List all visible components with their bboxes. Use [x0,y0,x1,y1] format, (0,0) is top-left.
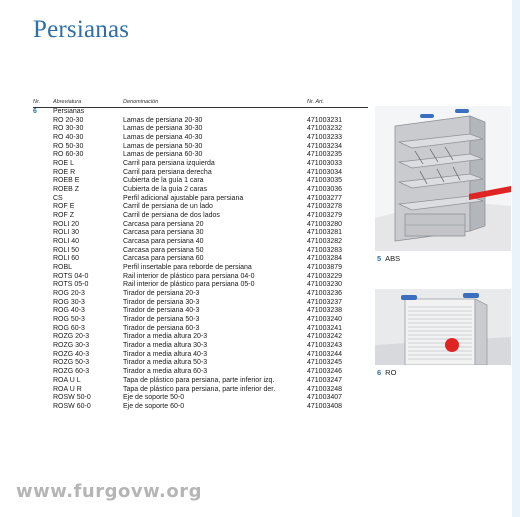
page-title: Persianas [33,16,130,43]
table-row [33,143,368,152]
abbreviation-cell: ROLI 40 [53,238,80,246]
denomination-cell: Lamas de persiana 30-30 [123,125,203,133]
denomination-cell: Carcasa para persiana 40 [123,238,204,246]
abbreviation-cell: RO 50-30 [53,142,84,150]
article-number-cell: 471003247 [307,376,343,384]
article-number-cell: 471003278 [307,203,343,211]
abbreviation-cell: ROF Z [53,212,74,220]
roller-shutter-drawing [375,289,511,365]
article-number-cell: 471003033 [307,160,343,168]
article-number-cell: 471003036 [307,186,343,194]
denomination-cell: Eje de soporte 50-0 [123,394,185,402]
table-row [33,386,368,395]
denomination-cell: Tirador a media altura 40-3 [123,350,208,358]
abbreviation-cell: ROZG 40-3 [53,350,90,358]
table-row [33,221,368,230]
abbreviation-cell: ROZG 20-3 [53,333,90,341]
denomination-cell: Perfil insertable para reborde de persiana [123,264,252,272]
denomination-cell: Tirador de persiana 60-3 [123,324,200,332]
article-number-cell: 471003281 [307,229,343,237]
abbreviation-cell: ROA U L [53,376,81,384]
article-number-cell: 471003244 [307,350,343,358]
header-abbreviation: Abreviatura [53,99,82,105]
article-number-cell: 471003408 [307,402,343,410]
header-nr: Nr. [33,99,41,105]
figure-number-abs: 5 [377,254,382,263]
table-row [33,212,368,221]
article-number-cell: 471003283 [307,246,343,254]
denomination-cell: Tirador de persiana 50-3 [123,316,200,324]
abbreviation-cell: RO 60-30 [53,151,84,159]
figure-label-ro: RO [385,368,397,377]
table-row [33,351,368,360]
denomination-cell: Tirador a media altura 50-3 [123,359,208,367]
denomination-cell: Carcasa para persiana 50 [123,246,204,254]
abbreviation-cell: ROLI 60 [53,255,80,263]
table-row [33,316,368,325]
table-row [33,377,368,386]
article-number-cell: 471003230 [307,281,343,289]
abbreviation-cell: ROLI 20 [53,220,80,228]
denomination-cell: Tirador de persiana 30-3 [123,298,200,306]
denomination-cell: Lamas de persiana 60-30 [123,151,203,159]
denomination-cell: Tirador a media altura 20-3 [123,333,208,341]
article-number-cell: 471003238 [307,307,343,315]
abbreviation-cell: RO 40-30 [53,134,84,142]
abbreviation-cell: ROTS 05-0 [53,281,89,289]
abbreviation-cell: ROEB E [53,177,80,185]
table-row [33,169,368,178]
parts-table [33,98,368,412]
article-number-cell: 471003248 [307,385,343,393]
header-article-number: Nr. Art. [307,99,325,105]
article-number-cell: 471003235 [307,151,343,159]
denomination-cell: Carril de persiana de un lado [123,203,213,211]
abbreviation-cell: ROLI 30 [53,229,80,237]
table-row [33,177,368,186]
article-number-cell: 471003035 [307,177,343,185]
denomination-cell: Perfil adicional ajustable para persiana [123,194,244,202]
denomination-cell: Rail interior de plástico para persiana 04-0 [123,272,255,280]
article-number-cell: 471003232 [307,125,343,133]
abbreviation-cell: ROSW 50-0 [53,394,91,402]
table-row [33,299,368,308]
denomination-cell: Tapa de plástico para persiana, parte inferior izq. [123,376,275,384]
table-row [33,325,368,334]
article-number-cell: 471003282 [307,238,343,246]
abbreviation-cell: RO 30-30 [53,125,84,133]
table-row [33,264,368,273]
table-row [33,368,368,377]
abbreviation-cell: ROG 50-3 [53,316,85,324]
header-denomination: Denominación [123,99,159,105]
article-number-cell: 471003284 [307,255,343,263]
figure-number-ro: 6 [377,368,382,377]
article-number-cell: 471003280 [307,220,343,228]
table-row [33,247,368,256]
article-number-cell: 471003279 [307,212,343,220]
section-number: 6 [33,108,37,115]
denomination-cell: Carcasa para persiana 60 [123,255,204,263]
denomination-cell: Carril para persiana izquierda [123,160,215,168]
table-row [33,333,368,342]
article-number-cell: 471003245 [307,359,343,367]
section-row [33,108,368,117]
shelving-drawing [375,106,511,251]
denomination-cell: Eje de soporte 60-0 [123,402,185,410]
table-row [33,307,368,316]
article-number-cell: 471003233 [307,134,343,142]
table-row [33,273,368,282]
article-number-cell: 471003241 [307,324,343,332]
article-number-cell: 471003277 [307,194,343,202]
denomination-cell: Lamas de persiana 50-30 [123,142,203,150]
product-image-ro [375,289,511,365]
table-row [33,255,368,264]
table-row [33,229,368,238]
table-row [33,281,368,290]
table-row [33,160,368,169]
denomination-cell: Carril de persiana de dos lados [123,212,220,220]
abbreviation-cell: ROG 60-3 [53,324,85,332]
section-label: Persianas [53,108,85,115]
article-number-cell: 471003242 [307,333,343,341]
abbreviation-cell: ROZG 60-3 [53,368,90,376]
figure-label-abs: ABS [385,254,401,263]
abbreviation-cell: CS [53,194,63,202]
table-row [33,125,368,134]
abbreviation-cell: ROTS 04-0 [53,272,89,280]
denomination-cell: Carcasa para persiana 20 [123,220,204,228]
table-row [33,186,368,195]
denomination-cell: Tapa de plástico para persiana, parte inferior der. [123,385,276,393]
article-number-cell: 471003034 [307,168,343,176]
article-number-cell: 471003234 [307,142,343,150]
abbreviation-cell: ROZG 30-3 [53,342,90,350]
abbreviation-cell: ROA U R [53,385,82,393]
table-row [33,238,368,247]
article-number-cell: 471003246 [307,368,343,376]
denomination-cell: Carril para persiana derecha [123,168,212,176]
abbreviation-cell: ROG 20-3 [53,290,85,298]
denomination-cell: Carcasa para persiana 30 [123,229,204,237]
article-number-cell: 471003237 [307,298,343,306]
denomination-cell: Tirador de persiana 20-3 [123,290,200,298]
article-number-cell: 471003407 [307,394,343,402]
page-edge-band [512,0,520,517]
denomination-cell: Rail interior de plástico para persiana 05-0 [123,281,255,289]
abbreviation-cell: ROZG 50-3 [53,359,90,367]
article-number-cell: 471003240 [307,316,343,324]
table-header [33,98,368,108]
table-row [33,203,368,212]
denomination-cell: Lamas de persiana 20-30 [123,116,203,124]
table-row [33,117,368,126]
article-number-cell: 471003229 [307,272,343,280]
article-number-cell: 471003231 [307,116,343,124]
article-number-cell: 471003236 [307,290,343,298]
figure-caption-abs [377,254,400,263]
denomination-cell: Tirador a media altura 60-3 [123,368,208,376]
table-row [33,342,368,351]
abbreviation-cell: ROG 40-3 [53,307,85,315]
denomination-cell: Tirador de persiana 40-3 [123,307,200,315]
abbreviation-cell: ROG 30-3 [53,298,85,306]
table-body [33,108,368,412]
table-row [33,195,368,204]
watermark: www.furgovw.org [16,481,203,502]
abbreviation-cell: RO 20-30 [53,116,84,124]
table-row [33,359,368,368]
abbreviation-cell: ROE L [53,160,75,168]
abbreviation-cell: ROE R [53,168,76,176]
table-row [33,134,368,143]
abbreviation-cell: ROSW 60-0 [53,402,91,410]
table-row [33,403,368,412]
abbreviation-cell: ROEB Z [53,186,80,194]
denomination-cell: Tirador a media altura 30-3 [123,342,208,350]
table-row [33,394,368,403]
figure-caption-ro [377,368,396,377]
abbreviation-cell: ROBL [53,264,73,272]
denomination-cell: Lamas de persiana 40-30 [123,134,203,142]
denomination-cell: Cubierta de la guía 1 cara [123,177,204,185]
abbreviation-cell: ROF E [53,203,75,211]
table-row [33,290,368,299]
table-row [33,151,368,160]
denomination-cell: Cubierta de la guía 2 caras [123,186,208,194]
product-image-abs [375,106,511,251]
abbreviation-cell: ROLI 50 [53,246,80,254]
article-number-cell: 471003243 [307,342,343,350]
article-number-cell: 471003879 [307,264,343,272]
